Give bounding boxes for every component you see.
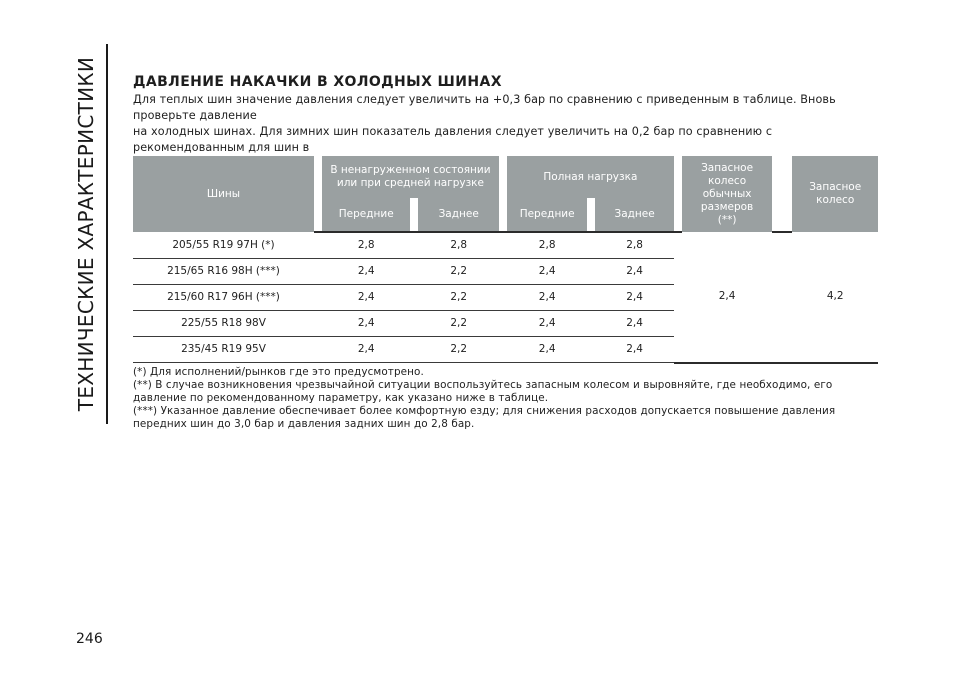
header-full-load: Полная нагрузка <box>507 156 674 198</box>
subheader-unloaded-rear: Заднее <box>418 198 498 232</box>
full-rear-value: 2,4 <box>595 311 673 337</box>
footnote: (***) Указанное давление обеспечивает более комфортную езду; для снижения расходов допускается повышение давления передних шин до 3,0 бар и давления задних шин до 2,8 бар. <box>133 405 836 430</box>
unloaded-front-value: 2,4 <box>322 259 410 285</box>
tyre-pressure-table <box>133 156 878 364</box>
spare-standard-value: 2,4 <box>682 232 772 363</box>
full-front-value: 2,4 <box>507 311 587 337</box>
page-number: 246 <box>76 631 103 647</box>
full-front-value: 2,4 <box>507 285 587 311</box>
tyre-size: 225/55 R18 98V <box>133 311 314 337</box>
unloaded-rear-value: 2,2 <box>418 285 498 311</box>
tyre-size: 215/60 R17 96H (***) <box>133 285 314 311</box>
subheader-full-front: Передние <box>507 198 587 232</box>
spare-value: 4,2 <box>792 232 878 363</box>
full-rear-value: 2,4 <box>595 259 673 285</box>
side-section-title: ТЕХНИЧЕСКИЕ ХАРАКТЕРИСТИКИ <box>74 56 98 412</box>
header-tyres: Шины <box>133 156 314 232</box>
tyre-size: 215/65 R16 98H (***) <box>133 259 314 285</box>
unloaded-rear-value: 2,2 <box>418 311 498 337</box>
unloaded-front-value: 2,4 <box>322 311 410 337</box>
intro-line: Для теплых шин значение давления следует увеличить на +0,3 бар по сравнению с приведенным в таблице. Вновь проверьте давление <box>133 93 836 122</box>
footnote: (*) Для исполнений/рынков где это предусмотрено. <box>133 366 424 378</box>
unloaded-front-value: 2,4 <box>322 285 410 311</box>
full-rear-value: 2,4 <box>595 337 673 363</box>
subheader-unloaded-front: Передние <box>322 198 410 232</box>
header-spare-standard: Запасное колесо обычных размеров (**) <box>682 156 772 232</box>
side-divider <box>106 44 108 424</box>
full-front-value: 2,4 <box>507 337 587 363</box>
full-front-value: 2,4 <box>507 259 587 285</box>
unloaded-rear-value: 2,2 <box>418 337 498 363</box>
footnotes <box>133 366 878 431</box>
tyre-size: 235/45 R19 95V <box>133 337 314 363</box>
header-spare: Запасное колесо <box>792 156 878 232</box>
table-row <box>133 232 878 259</box>
side-section-tab <box>64 44 112 424</box>
tyre-size: 205/55 R19 97H (*) <box>133 232 314 259</box>
full-rear-value: 2,8 <box>595 232 673 259</box>
full-rear-value: 2,4 <box>595 285 673 311</box>
footnote: (**) В случае возникновения чрезвычайной ситуации воспользуйтесь запасным колесом и выровняйте, где необходимо, его давление по рекомендованному параметру, как указано ниже в таблице. <box>133 379 833 404</box>
unloaded-front-value: 2,4 <box>322 337 410 363</box>
unloaded-rear-value: 2,2 <box>418 259 498 285</box>
subheader-full-rear: Заднее <box>595 198 673 232</box>
unloaded-rear-value: 2,8 <box>418 232 498 259</box>
unloaded-front-value: 2,8 <box>322 232 410 259</box>
header-unloaded: В ненагруженном состоянии или при средней нагрузке <box>322 156 499 198</box>
intro-line: на холодных шинах. Для зимних шин показатель давления следует увеличить на 0,2 бар по сравнению с рекомендованным для шин в <box>133 125 773 154</box>
full-front-value: 2,8 <box>507 232 587 259</box>
page-title: ДАВЛЕНИЕ НАКАЧКИ В ХОЛОДНЫХ ШИНАХ <box>133 74 502 90</box>
